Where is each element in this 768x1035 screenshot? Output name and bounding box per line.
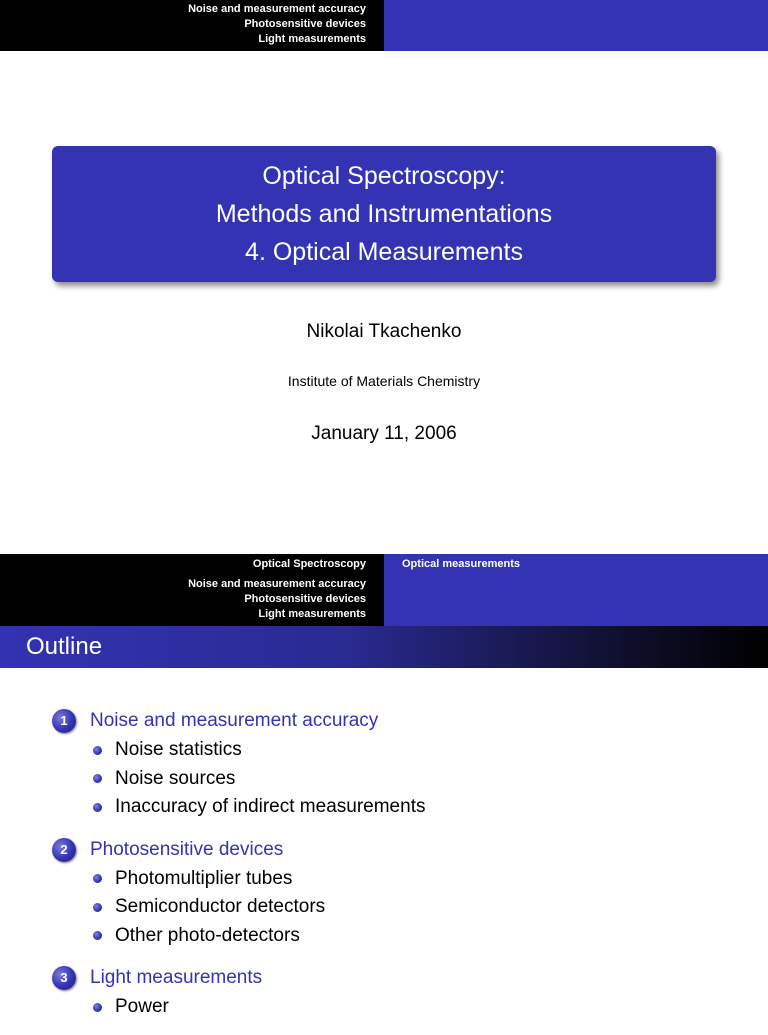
slide2-header-bar <box>0 554 768 626</box>
outline-subsection[interactable] <box>52 865 752 894</box>
bullet-icon <box>93 931 102 940</box>
outline-subsection[interactable] <box>52 893 752 922</box>
outline-section-heading[interactable] <box>52 963 752 993</box>
section-title[interactable]: Light measurements <box>90 967 263 988</box>
subsection-title[interactable]: Other photo-detectors <box>115 924 300 946</box>
outline-subsection[interactable] <box>52 765 752 794</box>
bullet-icon <box>93 874 102 883</box>
outline-section-heading[interactable] <box>52 706 752 736</box>
header-short-subtitle[interactable]: Optical measurements <box>402 558 520 570</box>
slide1-header-bar <box>0 0 768 51</box>
section-number-badge: 2 <box>52 838 76 862</box>
bullet-icon <box>93 1003 102 1012</box>
bullet-icon <box>93 803 102 812</box>
section-number-badge: 3 <box>52 966 76 990</box>
slide2-header-right <box>384 554 768 626</box>
title-block <box>52 146 716 282</box>
header-section-link[interactable]: Photosensitive devices <box>244 593 366 605</box>
subsection-title[interactable]: Power <box>115 996 169 1018</box>
subsection-title[interactable]: Noise sources <box>115 767 236 789</box>
presentation-date: January 11, 2006 <box>311 423 457 444</box>
title-line: 4. Optical Measurements <box>245 238 523 266</box>
outline-subsection[interactable] <box>52 736 752 765</box>
institute-name: Institute of Materials Chemistry <box>287 373 481 389</box>
outline-section <box>52 963 752 1022</box>
outline-section <box>52 835 752 951</box>
subsection-title[interactable]: Semiconductor detectors <box>115 896 326 918</box>
subsection-title[interactable]: Inaccuracy of indirect measurements <box>115 796 426 818</box>
outline-subsection[interactable] <box>52 922 752 951</box>
header-section-link[interactable]: Noise and measurement accuracy <box>188 578 366 590</box>
header-short-title[interactable]: Optical Spectroscopy <box>252 558 366 570</box>
header-section-link[interactable]: Photosensitive devices <box>244 18 366 30</box>
title-line: Optical Spectroscopy: <box>262 162 506 190</box>
author-name: Nikolai Tkachenko <box>306 321 462 342</box>
slide1-header-sections <box>0 0 384 51</box>
outline-subsection[interactable] <box>52 793 752 822</box>
subsection-title[interactable]: Noise statistics <box>115 739 242 761</box>
header-section-link[interactable]: Noise and measurement accuracy <box>188 3 366 15</box>
outline-section <box>52 706 752 822</box>
slide1-header-right <box>384 0 768 51</box>
outline-section-heading[interactable] <box>52 835 752 865</box>
outline-list <box>52 706 752 1035</box>
header-section-link[interactable]: Light measurements <box>258 608 366 620</box>
title-line: Methods and Instrumentations <box>215 200 553 228</box>
header-section-link[interactable]: Light measurements <box>258 33 366 45</box>
bullet-icon <box>93 774 102 783</box>
slide2-header-sections <box>0 554 384 626</box>
subsection-title[interactable]: Photomultiplier tubes <box>115 867 293 889</box>
bullet-icon <box>93 903 102 912</box>
outline-subsection[interactable] <box>52 993 752 1022</box>
bullet-icon <box>93 746 102 755</box>
section-title[interactable]: Photosensitive devices <box>90 838 284 860</box>
section-number-badge: 1 <box>52 709 76 733</box>
section-title[interactable]: Noise and measurement accuracy <box>90 710 379 731</box>
frame-title: Outline <box>0 626 768 668</box>
